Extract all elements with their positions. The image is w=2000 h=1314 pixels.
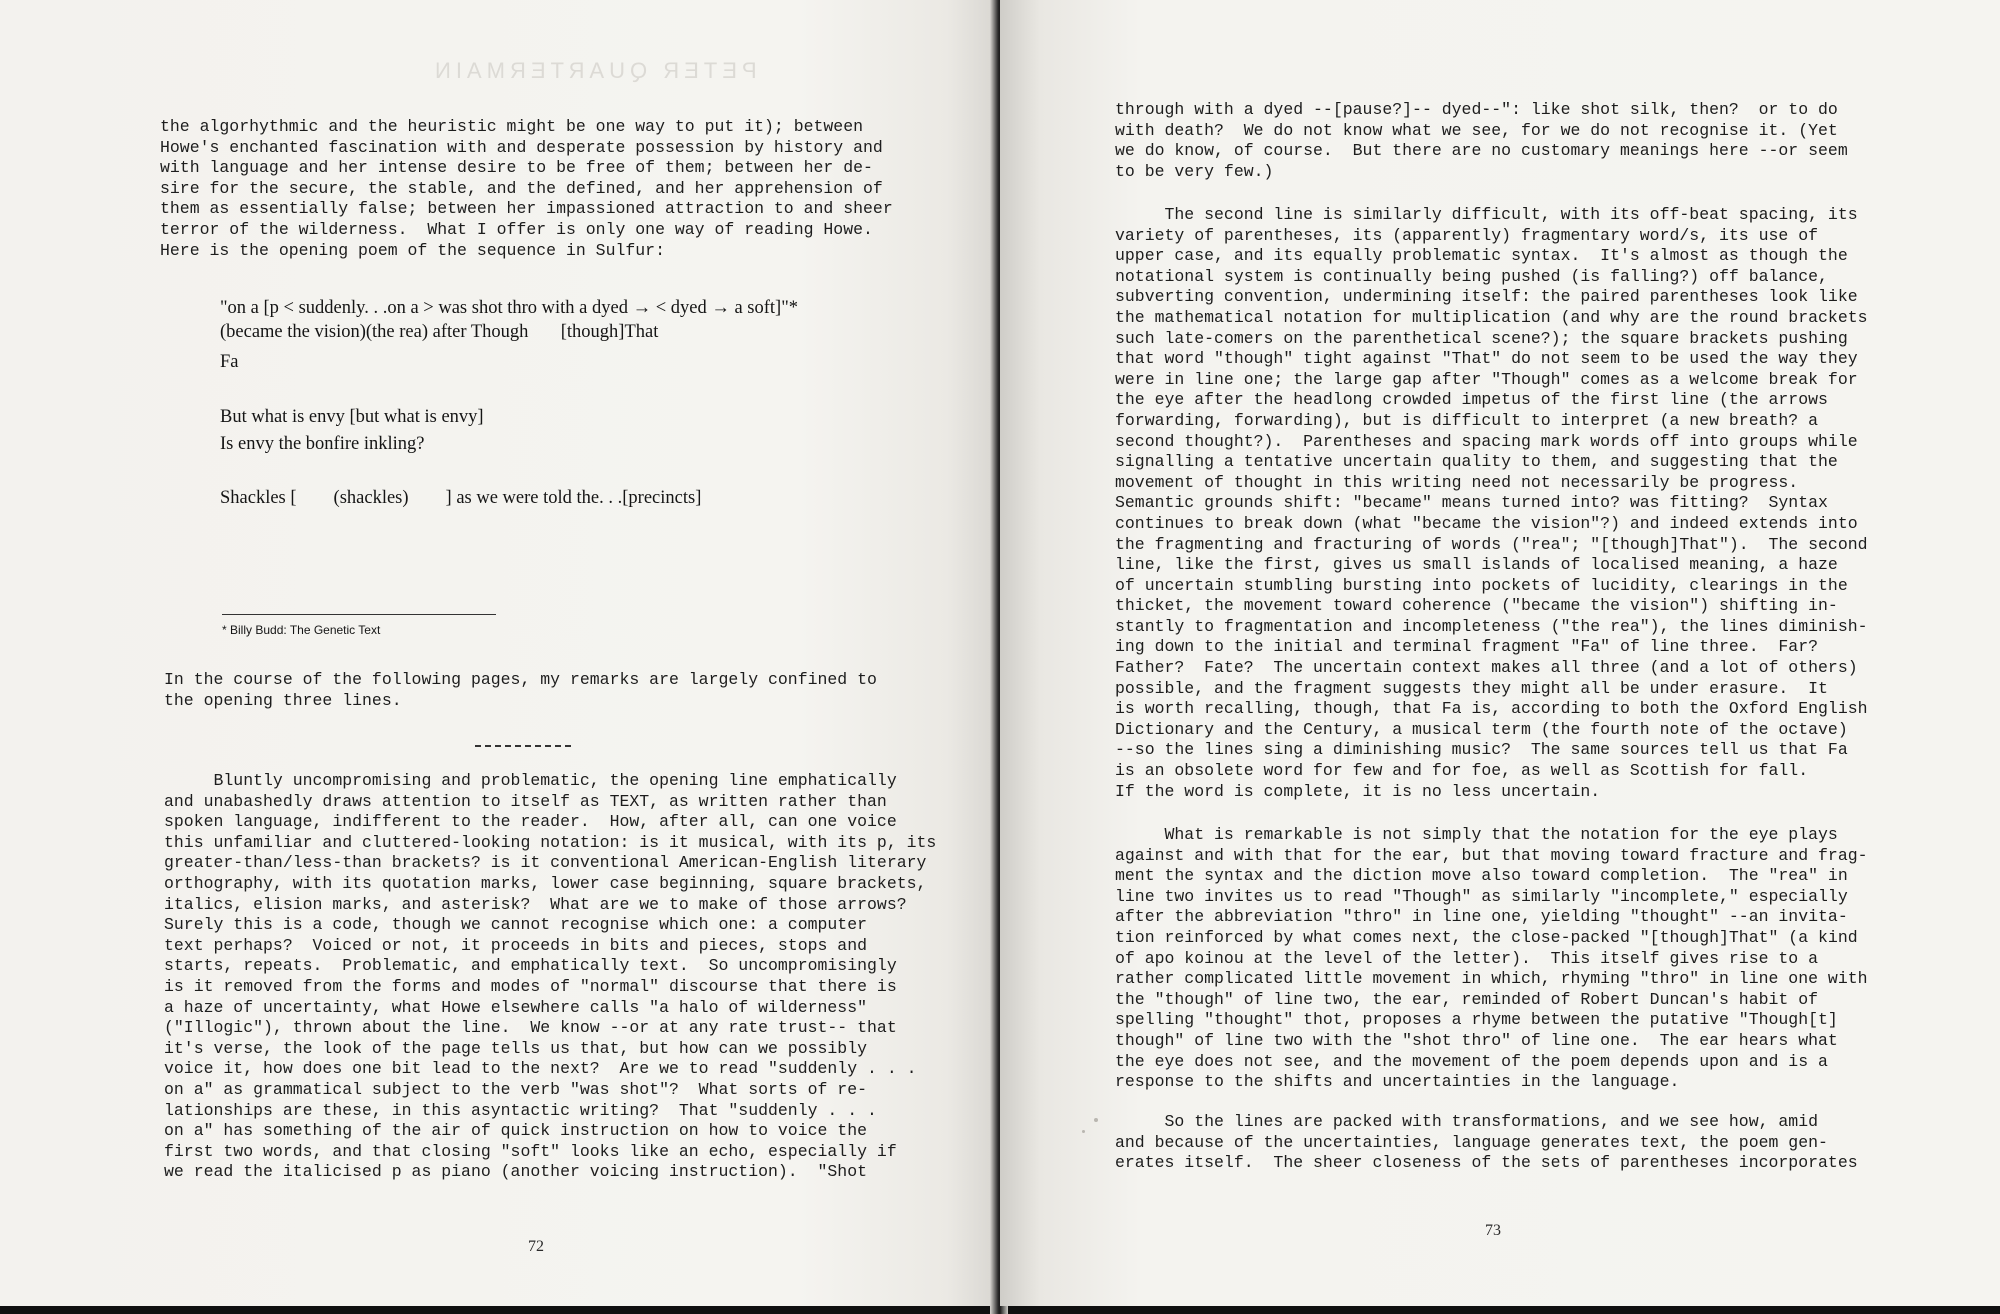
text-line: signalling a tentative uncertain quality to them, and suggesting that the <box>1115 452 1838 472</box>
text-line: lationships are these, in this asyntactic writing? That "suddenly . . . <box>164 1100 877 1120</box>
text-line: sire for the secure, the stable, and the defined, and her apprehension of <box>160 178 883 198</box>
text-line: the eye after the headlong crowded impetus of the first line (the arrows <box>1115 390 1828 410</box>
footnote: * Billy Budd: The Genetic Text <box>222 623 381 637</box>
text-line: this unfamiliar and cluttered-looking notation: is it musical, with its p, its <box>164 832 937 852</box>
text-line: though" of line two with the "shot thro" of line one. The ear hears what <box>1115 1030 1838 1050</box>
intro-paragraph <box>160 117 893 261</box>
text-line: ment the syntax and the diction move also toward completion. The "rea" in <box>1115 866 1848 886</box>
text-line: terror of the wilderness. What I offer is only one way of reading Howe. <box>160 219 873 239</box>
text-line: tion reinforced by what comes next, the close-packed "[though]That" (a kind <box>1115 927 1858 947</box>
text-line: after the abbreviation "thro" in line one, yielding "thought" --an invita- <box>1115 907 1848 927</box>
text-line: Dictionary and the Century, a musical term (the fourth note of the octave) <box>1115 719 1848 739</box>
text-line: is an obsolete word for few and for foe, as well as Scottish for fall. <box>1115 761 1809 781</box>
text-line: the algorhythmic and the heuristic might be one way to put it); between <box>160 117 864 136</box>
text-line: the eye does not see, and the movement of the poem depends upon and is a <box>1115 1051 1828 1071</box>
paragraph-2 <box>1115 205 1868 802</box>
text-line: notational system is continually being pushed (is falling?) off balance, <box>1115 266 1828 286</box>
text-line: voice it, how does one bit lead to the next? Are we to read "suddenly . . . <box>164 1059 917 1079</box>
text-line: ing down to the initial and terminal fragment "Fa" of line three. Far? <box>1115 637 1819 657</box>
text-line: So the lines are packed with transformations, and we see how, amid <box>1115 1112 1819 1131</box>
section-separator <box>475 745 571 747</box>
text-line: on a" as grammatical subject to the verb "was shot"? What sorts of re- <box>164 1079 868 1099</box>
text-line: continues to break down (what "became the vision"?) and indeed extends into <box>1115 513 1858 533</box>
show-through-header: PETER QUARTERMAIN <box>430 58 757 83</box>
text-line: response to the shifts and uncertainties in the language. <box>1115 1072 1680 1092</box>
text-line: we do know, of course. But there are no customary meanings here --or seem <box>1115 141 1848 161</box>
text-line: forwarding, forwarding), but is difficult to interpret (a new breath? a <box>1115 410 1819 430</box>
page-number: 73 <box>1485 1222 1501 1239</box>
text-line: greater-than/less-than brackets? is it conventional American-English literary <box>164 853 927 873</box>
poem-line: But what is envy [but what is envy] <box>220 407 484 427</box>
text-line: first two words, and that closing "soft" looks like an echo, especially if <box>164 1141 897 1161</box>
text-line: If the word is complete, it is no less uncertain. <box>1115 781 1601 801</box>
text-line: them as essentially false; between her impassioned attraction to and sheer <box>160 199 893 219</box>
text-line: on a" has something of the air of quick instruction on how to voice the <box>164 1121 868 1141</box>
text-line: and because of the uncertainties, language generates text, the poem gen- <box>1115 1132 1828 1152</box>
text-line: ("Illogic"), thrown about the line. We know --or at any rate trust-- that <box>164 1018 897 1038</box>
text-line: we read the italicised p as piano (another voicing instruction). "Shot <box>164 1162 868 1182</box>
poem-line: Is envy the bonfire inkling? <box>220 434 425 454</box>
paragraph-1 <box>1115 100 1848 182</box>
text-line: orthography, with its quotation marks, lower case beginning, square brackets, <box>164 873 927 893</box>
text-line: In the course of the following pages, my remarks are largely confined to <box>164 670 877 689</box>
text-line: it's verse, the look of the page tells us that, but how can we possibly <box>164 1038 868 1058</box>
text-line: the fragmenting and fracturing of words ("rea"; "[though]That"). The second <box>1115 534 1868 554</box>
footnote-rule <box>222 614 496 615</box>
text-line: is worth recalling, though, that Fa is, according to both the Oxford English <box>1115 699 1868 719</box>
poem-line: "on a [p < suddenly. . .on a > was shot thro with a dyed → < dyed → a soft]"* <box>220 298 799 318</box>
text-line: spoken language, indifferent to the reader. How, after all, can one voice <box>164 812 897 832</box>
poem-line: Shackles [ (shackles) ] as we were told the. . .[precincts] <box>220 488 702 508</box>
text-line: with death? We do not know what we see, for we do not recognise it. (Yet <box>1115 120 1838 140</box>
text-line: What is remarkable is not simply that the notation for the eye plays <box>1115 825 1838 844</box>
text-line: stantly to fragmentation and incompleteness ("the rea"), the lines diminish- <box>1115 616 1868 636</box>
text-line: through with a dyed --[pause?]-- dyed--": like shot silk, then? or to do <box>1115 100 1838 119</box>
text-line: were in line one; the large gap after "Though" comes as a welcome break for <box>1115 369 1858 389</box>
text-line: movement of thought in this writing need not necessarily be progress. <box>1115 472 1799 492</box>
text-line: Howe's enchanted fascination with and desperate possession by history and <box>160 137 883 157</box>
poem-line: Fa <box>220 352 239 372</box>
text-line: second thought?). Parentheses and spacing mark words off into groups while <box>1115 431 1858 451</box>
text-line: italics, elision marks, and asterisk? What are we to make of those arrows? <box>164 894 907 914</box>
text-line: is it removed from the forms and modes of "normal" discourse that there is <box>164 976 897 996</box>
page-number: 72 <box>528 1238 544 1255</box>
text-line: the mathematical notation for multiplication (and why are the round brackets <box>1115 307 1868 327</box>
paragraph-4 <box>1115 1112 1858 1174</box>
text-line: to be very few.) <box>1115 161 1274 181</box>
text-line: The second line is similarly difficult, with its off-beat spacing, its <box>1115 205 1858 224</box>
text-line: of apo koinou at the level of the letter). This itself gives rise to a <box>1115 948 1819 968</box>
text-line: Father? Fate? The uncertain context makes all three (and a lot of others) <box>1115 658 1858 678</box>
text-line: variety of parentheses, its (apparently) fragmentary word/s, its use of <box>1115 225 1819 245</box>
text-line: Here is the opening poem of the sequence in Sulfur: <box>160 240 665 260</box>
text-line: of uncertain stumbling bursting into pockets of lucidity, clearings in the <box>1115 575 1848 595</box>
text-line: --so the lines sing a diminishing music? The same sources tell us that Fa <box>1115 740 1848 760</box>
paragraph-3 <box>1115 825 1868 1093</box>
text-line: line two invites us to read "Though" as similarly "incomplete," especially <box>1115 886 1848 906</box>
text-line: Semantic grounds shift: "became" means turned into? was fitting? Syntax <box>1115 493 1828 513</box>
text-line: the "though" of line two, the ear, reminded of Robert Duncan's habit of <box>1115 989 1819 1009</box>
text-line: such late-comers on the parenthetical scene?); the square brackets pushing <box>1115 328 1848 348</box>
text-line: erates itself. The sheer closeness of the sets of parentheses incorporates <box>1115 1153 1858 1173</box>
text-line: Surely this is a code, though we cannot recognise which one: a computer <box>164 915 868 935</box>
text-line: Bluntly uncompromising and problematic, the opening line emphatically <box>164 771 897 790</box>
paper-speck <box>1082 1130 1085 1133</box>
text-line: with language and her intense desire to be free of them; between her de- <box>160 158 873 178</box>
text-line: line, like the first, gives us small islands of localised meaning, a haze <box>1115 555 1838 575</box>
paper-speck <box>1094 1118 1098 1122</box>
text-line: subverting convention, undermining itself: the paired parentheses look like <box>1115 287 1858 307</box>
text-line: upper case, and its equally problematic syntax. It's almost as though the <box>1115 246 1848 266</box>
text-line: against and with that for the ear, but that moving toward fracture and frag- <box>1115 845 1868 865</box>
text-line: spelling "thought" thot, proposes a rhyme between the putative "Though[t] <box>1115 1010 1838 1030</box>
text-line: a haze of uncertainty, what Howe elsewhere calls "a halo of wilderness" <box>164 997 868 1017</box>
text-line: thicket, the movement toward coherence ("became the vision") shifting in- <box>1115 596 1838 616</box>
right-page <box>1000 0 2000 1306</box>
text-line: rather complicated little movement in which, rhyming "thro" in line one with <box>1115 969 1868 989</box>
body-paragraph <box>164 771 936 1183</box>
left-page <box>0 0 997 1306</box>
text-line: text perhaps? Voiced or not, it proceeds in bits and pieces, stops and <box>164 935 868 955</box>
text-line: and unabashedly draws attention to itself as TEXT, as written rather than <box>164 791 887 811</box>
poem-line: (became the vision)(the rea) after Though [though]That <box>220 322 659 342</box>
text-line: the opening three lines. <box>164 690 402 710</box>
text-line: that word "though" tight against "That" do not seem to be used the way they <box>1115 349 1858 369</box>
text-line: starts, repeats. Problematic, and emphatically text. So uncompromisingly <box>164 956 897 976</box>
remarks-paragraph <box>164 670 877 711</box>
text-line: possible, and the fragment suggests they might all be under erasure. It <box>1115 678 1828 698</box>
